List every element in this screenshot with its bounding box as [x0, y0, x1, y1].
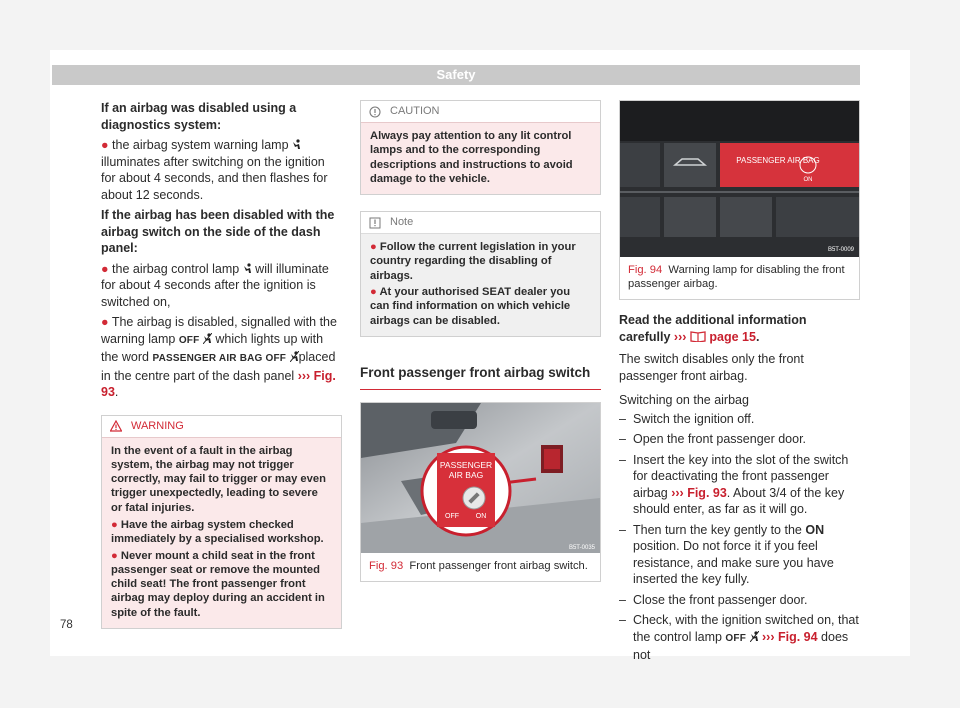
note-header: Note: [361, 212, 600, 234]
page15-link[interactable]: page 15: [709, 329, 756, 344]
heading-diagnostics: If an airbag was disabled using a diagnostics system:: [101, 101, 297, 132]
read-more: Read the additional information carefully ››› page 15.: [619, 313, 807, 344]
note-icon: [369, 217, 381, 229]
step-1: – Switch the ignition off.: [619, 411, 860, 428]
warning-box: [101, 415, 342, 630]
section-title: Front passenger front airbag switch: [360, 365, 601, 391]
step-3: – Insert the key into the slot of the switch for deactivating the front passenger airbag ››› Fig. 93. About 3/4 of the key should enter, as far as it will go.: [619, 452, 860, 518]
fig93-caption: Fig. 93 Front passenger front airbag switch.: [369, 560, 588, 573]
note-box: [360, 211, 601, 337]
figure-93: [360, 402, 601, 582]
warning-triangle-icon: [110, 420, 122, 432]
step-2: – Open the front passenger door.: [619, 431, 860, 448]
note-item: ● Follow the current legislation in your country regarding the disabling of airbags.: [370, 241, 576, 282]
step-5: – Close the front passenger door.: [619, 592, 860, 609]
fig93-on-label: ON: [475, 513, 487, 521]
column-3: [619, 100, 860, 668]
caution-body: Always pay attention to any lit control lamps and to the corresponding descriptions and instructions to avoid damage to the vehicle.: [370, 130, 573, 185]
fig94-button-label: PASSENGER AIR BAG: [736, 156, 820, 165]
subheading-switching-on: Switching on the airbag: [619, 393, 749, 407]
fig93-off-label: OFF: [445, 513, 459, 521]
column-2: [360, 100, 601, 582]
airbag-off-icon: [750, 630, 759, 641]
info-circle-icon: [369, 106, 381, 118]
bullet-dot: ●: [101, 138, 109, 152]
warning-item: ● Have the airbag system checked immediately by a specialised workshop.: [111, 518, 324, 546]
warning-header: WARNING: [102, 416, 341, 438]
fig94-caption: Fig. 94 Warning lamp for disabling the front passenger airbag.: [628, 264, 845, 290]
book-icon: [690, 330, 706, 344]
fig94-on-label: ON: [803, 177, 813, 183]
column-1: [101, 100, 342, 629]
step-4: – Then turn the key gently to the ON position. Do not force it if you feel resistance, and make sure you have inserted the key fully.: [619, 522, 860, 588]
fig94-link[interactable]: ››› Fig. 94: [762, 629, 818, 644]
airbag-off-icon: [290, 350, 299, 361]
caution-box: [360, 100, 601, 195]
caution-header: CAUTION: [361, 101, 600, 123]
fig93-link[interactable]: ››› Fig. 93: [671, 485, 727, 500]
note-item: ● At your authorised SEAT dealer you can find information on which vehicle airbags can be disabled.: [370, 286, 571, 327]
fig94-code: B5T-0009: [827, 247, 854, 253]
bullet-warning-lamp: ● the airbag system warning lamp illuminates after switching on the ignition for about 4 seconds, and then flashes for about 12 seconds.: [101, 138, 328, 202]
airbag-person-icon: [292, 138, 301, 149]
paragraph-switch: The switch disables only the front passenger front airbag.: [619, 352, 804, 383]
fig93-image: [361, 403, 600, 553]
fig93-lens-label: PASSENGER: [439, 460, 493, 471]
heading-dash-switch: If the airbag has been disabled with the airbag switch on the side of the dash panel:: [101, 208, 335, 255]
airbag-person-icon: [243, 262, 252, 273]
page-header: Safety: [52, 65, 860, 85]
page-number: 78: [60, 619, 73, 631]
fig93-code: B5T-0035: [568, 545, 595, 552]
note-body: [361, 234, 600, 336]
airbag-off-icon: [203, 332, 212, 343]
warning-item: ● Never mount a child seat in the front passenger seat or remove the mounted child seat! The front passenger front airbag may deploy during an accident in spite of the fault.: [111, 549, 325, 619]
step-6: – Check, with the ignition switched on, that the control lamp OFF ››› Fig. 94 does not: [619, 612, 860, 664]
fig94-image: [620, 101, 859, 257]
figure-94: [619, 100, 860, 300]
fig93-link[interactable]: ››› Fig. 93: [101, 368, 336, 399]
warning-body: In the event of a fault in the airbag system, the airbag may not trigger correctly, may fail to trigger or may even trigger unexpectedly, leading to severe or fatal injuries. ● Have the airbag system checked immediately by a specialised workshop. ● Never mount a child seat in the front passenger seat or remove the mounted child seat! The front passenger front airbag may deploy during an accident in spite of the fault.: [102, 438, 341, 629]
bullet-control-lamp: ● the airbag control lamp will illuminate for about 4 seconds after the ignition is switched on,: [101, 261, 329, 309]
bullet-airbag-disabled: ● The airbag is disabled, signalled with the warning lamp OFF which lights up with the word PASSENGER AIR BAG OFF placed in the centre part of the dash panel ››› Fig. 93.: [101, 315, 337, 399]
svg-text:AIR BAG: AIR BAG: [448, 470, 484, 481]
